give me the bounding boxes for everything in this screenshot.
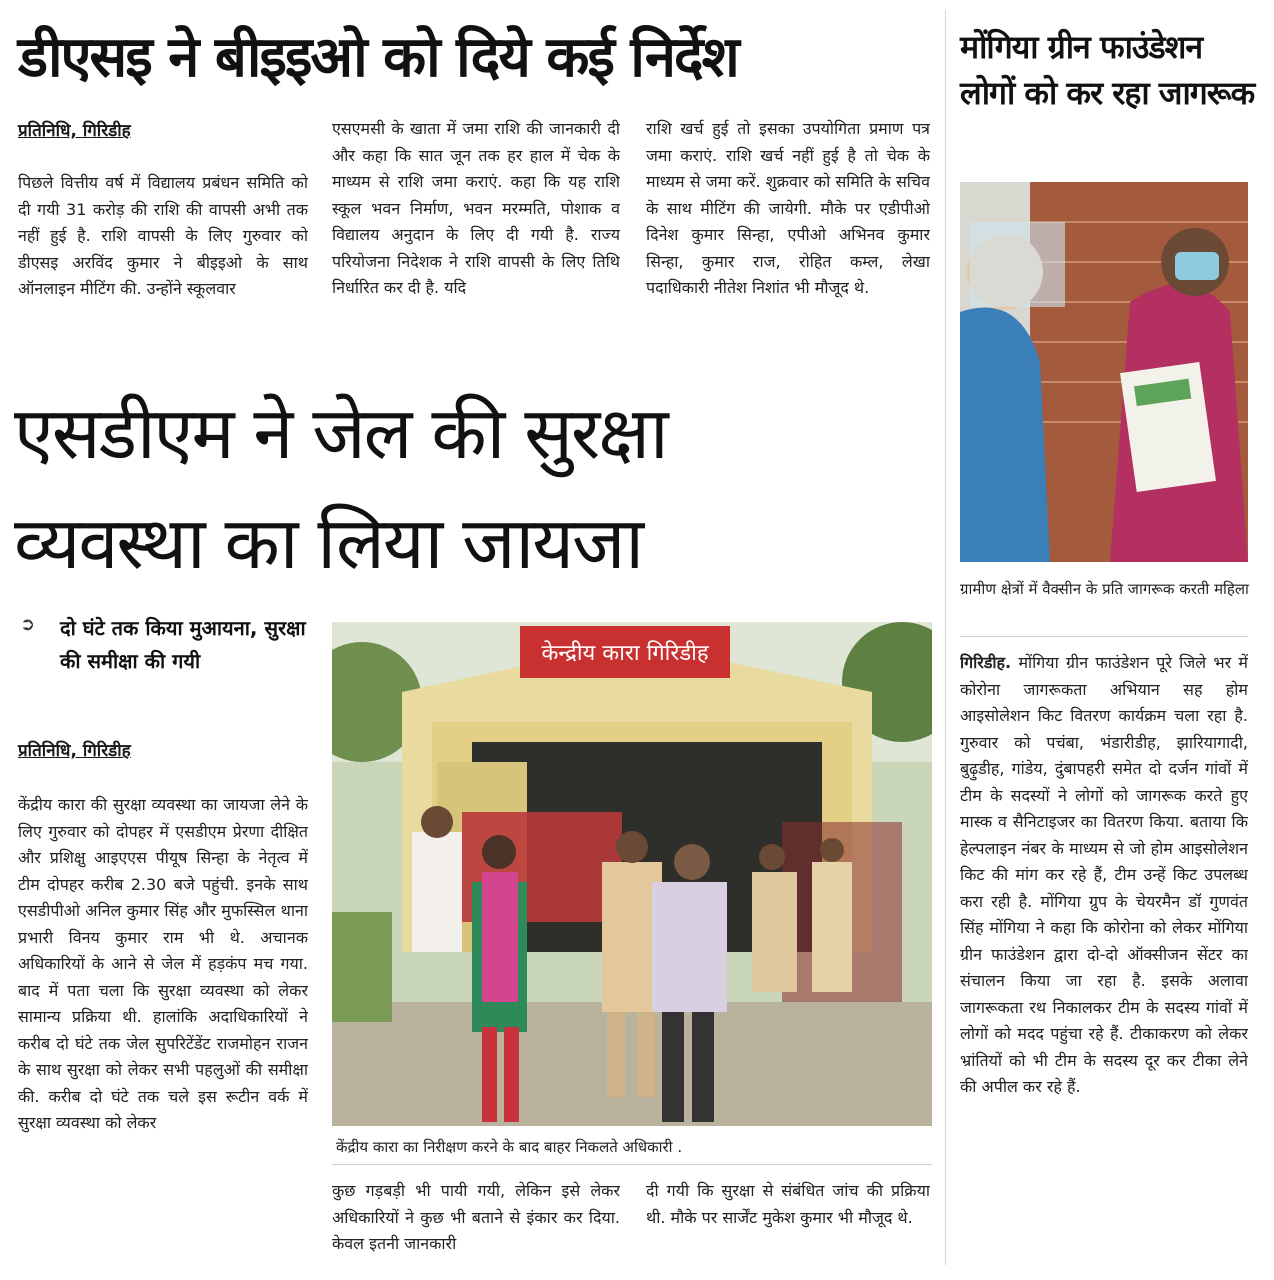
- awareness-photo-caption: ग्रामीण क्षेत्रों में वैक्सीन के प्रति जागरूक करती महिला: [960, 580, 1249, 598]
- story3-body-text: मोंगिया ग्रीन फाउंडेशन पूरे जिले भर में कोरोना जागरूकता अभियान सह होम आइसोलेशन किट वितरण कार्यक्रम चला रहा है. गुरुवार को पचंबा, भंडारीडीह, झारियागादी, बुढ़ुडीह, गांडेय, दुंबापहरी समेत दो दर्जन गांवों में टीम के सदस्यों ने लोगों को जागरूक करते हुए मास्क व सैनिटाइजर का वितरण किया. बताया कि हेल्पलाइन नंबर के माध्यम से जो होम आइसोलेशन किट की मांग कर रहे हैं, टीम उन्हें किट उपलब्ध करा रही है. मोंगिया ग्रुप के चेयरमैन डॉ गुणवंत सिंह मोंगिया ने कहा कि कोरोना को लेकर मोंगिया ग्रीन फाउंडेशन द्वारा दो-दो ऑक्सीजन सेंटर का संचालन किया जा रहा है. इसके अलावा जागरूकता रथ निकालकर टीम के सदस्य गांवों में लोगों को मदद पहुंचा रहे हैं. टीकाकरण को लेकर भ्रांतियों को भी टीम के सदस्य दूर कर टीका लेने की अपील कर रहे हैं.: [960, 653, 1248, 1096]
- story3-dateline: गिरिडीह.: [960, 653, 1012, 672]
- story2-byline: प्रतिनिधि, गिरिडीह: [18, 741, 131, 761]
- awareness-photo: [960, 182, 1248, 562]
- story1-column-3: [646, 116, 930, 350]
- story1-text-2: एसएमसी के खाता में जमा राशि की जानकारी दी और कहा कि सात जून तक हर हाल में चेक के माध्यम से राशि जमा कराएं. कहा कि यह राशि स्कूल भवन निर्माण, भवन मरम्मति, पोशाक व विद्यालय अनुदान के लिए दी गयी है. राज्य परियोजना निदेशक ने राशि वापसी के लिए तिथि निर्धारित कर दी है. यदि: [332, 119, 620, 297]
- story2-column-1: [18, 792, 308, 1262]
- jail-photo-caption: केंद्रीय कारा का निरीक्षण करने के बाद बाहर निकलते अधिकारी .: [336, 1138, 683, 1156]
- caption-divider: [332, 1164, 932, 1165]
- story1-headline: डीएसइ ने बीइइओ को दिये कई निर्देश: [18, 25, 738, 90]
- story1-text-1: पिछले वित्तीय वर्ष में विद्यालय प्रबंधन समिति को दी गयी 31 करोड़ की राशि की वापसी अभी तक नहीं हुई है. राशि वापसी के लिए गुरुवार को डीएसइ अरविंद कुमार ने बीइइओ के साथ ऑनलाइन मीटिंग की. उन्होंने स्कूलवार: [18, 173, 308, 298]
- story2-headline-line-1: एसडीएम ने जेल की सुरक्षा: [14, 391, 667, 475]
- jail-sign-text: केन्द्रीय कारा गिरिडीह: [541, 641, 709, 666]
- story3-caption-divider: [960, 636, 1248, 637]
- jail-photo: [332, 622, 932, 1126]
- story2-text-1: केंद्रीय कारा की सुरक्षा व्यवस्था का जायजा लेने के लिए गुरुवार को दोपहर में एसडीएम प्रेरणा दीक्षित और प्रशिक्षु आइएएस पीयूष सिन्हा के नेतृत्व में टीम दोपहर करीब 2.30 बजे पहुंची. इनके साथ एसडीपीओ अनिल कुमार सिंह और मुफस्सिल थाना प्रभारी विनय कुमार राम भी थे. अचानक अधिकारियों के आने से जेल में हड़कंप मच गया. बाद में पता चला कि सुरक्षा व्यवस्था को लेकर सामान्य प्रक्रिया थी. हालांकि अदाधिकारियों ने करीब दो घंटे तक जेल सुपरिटेंडेंट राजमोहन राजन के साथ सुरक्षा को लेकर सभी पहलुओं की समीक्षा की. करीब दो घंटे तक चले इस रूटीन वर्क में सुरक्षा व्यवस्था को लेकर: [18, 795, 308, 1132]
- story2-headline-line-2: व्यवस्था का लिया जायजा: [14, 501, 643, 585]
- arrow-icon: ➲: [20, 614, 36, 635]
- story1-column-1: [18, 170, 308, 350]
- story2-column-2: [332, 1178, 620, 1260]
- story1-column-2: [332, 116, 620, 350]
- story3-text: [960, 650, 1248, 1101]
- story2-highlight: [20, 612, 310, 678]
- story2-column-3: [646, 1178, 930, 1260]
- story2-text-2: कुछ गड़बड़ी भी पायी गयी, लेकिन इसे लेकर अधिकारियों ने कुछ भी बताने से इंकार कर दिया. केवल इतनी जानकारी: [332, 1181, 620, 1253]
- story2-text-3: दी गयी कि सुरक्षा से संबंधित जांच की प्रक्रिया थी. मौके पर सार्जेंट मुकेश कुमार भी मौजूद थे.: [646, 1181, 930, 1227]
- story3-body: [960, 650, 1248, 1262]
- story3-headline: मोंगिया ग्रीन फाउंडेशन लोगों को कर रहा जागरूक: [960, 28, 1255, 112]
- story1-byline: प्रतिनिधि, गिरिडीह: [18, 121, 131, 141]
- story2-headline: [14, 378, 934, 598]
- story2-highlight-text: दो घंटे तक किया मुआयना, सुरक्षा की समीक्षा की गयी: [60, 616, 306, 673]
- story1-text-3: राशि खर्च हुई तो इसका उपयोगिता प्रमाण पत्र जमा कराएं. राशि खर्च नहीं हुई है तो चेक के माध्यम से जमा करें. शुक्रवार को समिति के सचिव के साथ मीटिंग की जायेगी. मौके पर एडीपीओ दिनेश कुमार सिन्हा, एपीओ अभिनव कुमार सिन्हा, कुमार राज, रोहित कम्ल, लेखा पदाधिकारी नीतेश निशांत भी मौजूद थे.: [646, 119, 930, 297]
- column-divider: [945, 10, 946, 1265]
